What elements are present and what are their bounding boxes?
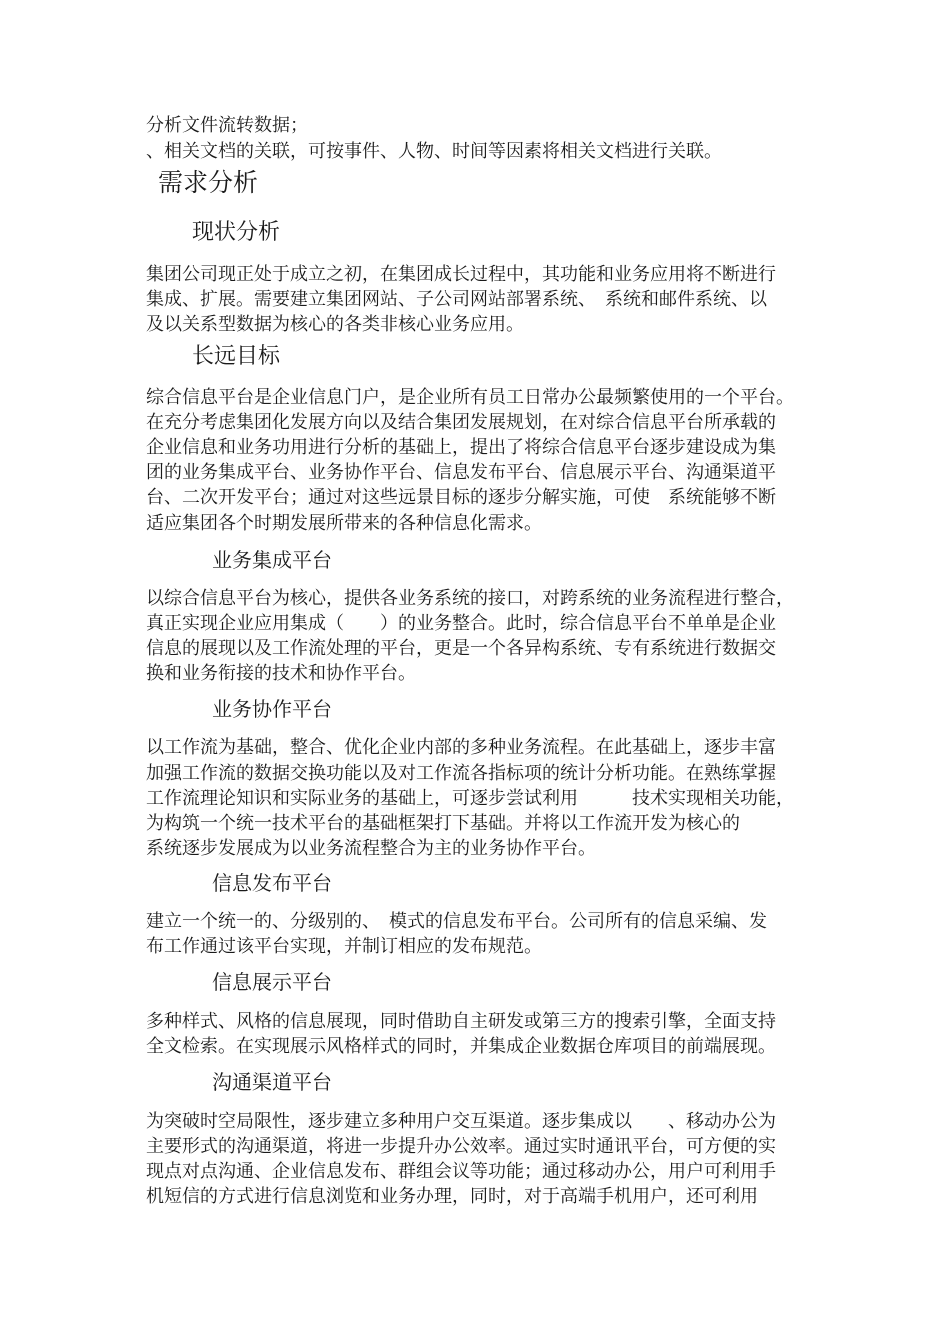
integration-line-2: 真正实现企业应用集成（ ）的业务整合。此时，综合信息平台不单单是企业 (146, 613, 776, 634)
communication-line-3: 现点对点沟通、企业信息发布、群组会议等功能；通过移动办公，用户可利用手 (146, 1161, 776, 1182)
intro-line-2: 、相关文档的关联，可按事件、人物、时间等因素将相关文档进行关联。 (146, 141, 722, 162)
heading-info-publish: 信息发布平台 (212, 871, 332, 895)
goal-line-5: 台、二次开发平台；通过对这些远景目标的逐步分解实施，可使 系统能够不断 (146, 487, 776, 508)
collaboration-line-5: 系统逐步发展成为以业务流程整合为主的业务协作平台。 (146, 838, 596, 859)
goal-line-4: 团的业务集成平台、业务协作平台、信息发布平台、信息展示平台、沟通渠道平 (146, 462, 776, 483)
display-line-2: 全文检索。在实现展示风格样式的同时，并集成企业数据仓库项目的前端展现。 (146, 1036, 776, 1057)
communication-line-1: 为突破时空局限性，逐步建立多种用户交互渠道。逐步集成以 、移动办公为 (146, 1111, 776, 1132)
heading-communication-channel: 沟通渠道平台 (212, 1070, 332, 1094)
publish-line-2: 布工作通过该平台实现，并制订相应的发布规范。 (146, 936, 542, 957)
collaboration-line-1: 以工作流为基础，整合、优化企业内部的多种业务流程。在此基础上，逐步丰富 (146, 737, 776, 758)
integration-line-4: 换和业务衔接的技术和协作平台。 (146, 663, 416, 684)
heading-status-analysis: 现状分析 (192, 220, 281, 245)
goal-line-1: 综合信息平台是企业信息门户，是企业所有员工日常办公最频繁使用的一个平台。 (146, 387, 794, 408)
goal-line-3: 企业信息和业务功用进行分析的基础上，提出了将综合信息平台逐步建设成为集 (146, 437, 776, 458)
communication-line-2: 主要形式的沟通渠道，将进一步提升办公效率。通过实时通讯平台，可方便的实 (146, 1136, 776, 1157)
status-line-2: 集成、扩展。需要建立集团网站、子公司网站部署系统、 系统和邮件系统、以 (146, 289, 767, 310)
communication-line-4: 机短信的方式进行信息浏览和业务办理，同时，对于高端手机用户，还可利用 (146, 1186, 758, 1207)
publish-line-1: 建立一个统一的、分级别的、 模式的信息发布平台。公司所有的信息采编、发 (146, 911, 767, 932)
status-line-1: 集团公司现正处于成立之初，在集团成长过程中，其功能和业务应用将不断进行 (146, 264, 776, 285)
heading-long-term-goal: 长远目标 (192, 344, 281, 369)
integration-line-3: 信息的展现以及工作流处理的平台，更是一个各异构系统、专有系统进行数据交 (146, 638, 776, 659)
heading-info-display: 信息展示平台 (212, 970, 332, 994)
heading-business-collaboration: 业务协作平台 (212, 697, 332, 721)
status-line-3: 及以关系型数据为核心的各类非核心业务应用。 (146, 314, 524, 335)
intro-line-1: 分析文件流转数据； (146, 115, 308, 136)
collaboration-line-4: 为构筑一个统一技术平台的基础框架打下基础。并将以工作流开发为核心的 (146, 813, 740, 834)
collaboration-line-2: 加强工作流的数据交换功能以及对工作流各指标项的统计分析功能。在熟练掌握 (146, 763, 776, 784)
integration-line-1: 以综合信息平台为核心，提供各业务系统的接口，对跨系统的业务流程进行整合， (146, 588, 794, 609)
collaboration-line-3: 工作流理论知识和实际业务的基础上，可逐步尝试利用 技术实现相关功能， (146, 788, 794, 809)
display-line-1: 多种样式、风格的信息展现，同时借助自主研发或第三方的搜索引擎，全面支持 (146, 1011, 776, 1032)
heading-requirements-analysis: 需求分析 (158, 168, 259, 197)
heading-business-integration: 业务集成平台 (212, 548, 332, 572)
goal-line-2: 在充分考虑集团化发展方向以及结合集团发展规划，在对综合信息平台所承载的 (146, 412, 776, 433)
goal-line-6: 适应集团各个时期发展所带来的各种信息化需求。 (146, 513, 542, 534)
